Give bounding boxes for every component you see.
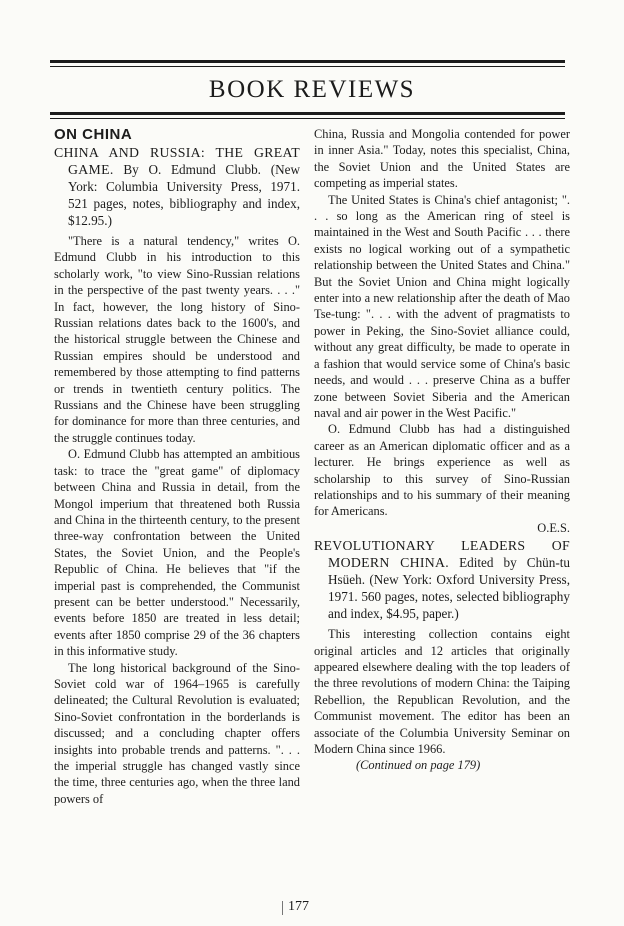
book-details-2: Edited by Chün-tu Hsüeh. (New York: Oxford University Press, 1971. 560 pages, notes, selected bibliography and index, $4.95, paper.) xyxy=(328,555,570,622)
review-paragraph: The United States is China's chief antagonist; ". . . so long as the American ring of steel is maintained in the West and South Pacific . . . there exists no logical working out of a sympathetic relationship between the United States and China." But the Soviet Union and China might logically enter into a new relationship after the death of Mao Tse-tung: ". . . with the advent of pragmatists to power in Peking, the Sino-Soviet alliance could, without any great difficulty, be made to operate in a fashion that would service some of China's basic needs, and would . . . preserve China as a buffer zone between Soviet Siberia and the American naval and air power in the West Pacific." xyxy=(314,192,570,420)
book-title-2: REVOLUTIONARY LEADERS OF MODERN CHINA. xyxy=(314,538,570,571)
page-title: BOOK REVIEWS xyxy=(208,76,416,103)
left-column xyxy=(54,126,300,807)
review-paragraph: The long historical background of the Sino-Soviet cold war of 1964–1965 is carefully delineated; the Cultural Revolution is evaluated; Sino-Soviet confrontation in the borderlands is discussed; and a concluding chapter offers insights into probable trends and patterns. ". . . the imperial struggle has changed vastly since the time, three centuries ago, when the three land powers of xyxy=(54,660,300,806)
review-paragraph: "There is a natural tendency," writes O. Edmund Clubb in his introduction to this scholarly work, "to view Sino-Russian relations in the perspective of the past twenty years. . . ." In fact, however, the long history of Sino-Russian relations dates back to the 1600's, and the historical struggle between the Chinese and Russian empires should be understood and remembered by those attempting to find patterns or trends in twentieth century politics. The Russians and the Chinese have been struggling for dominance for more than three centuries, and the struggle continues today. xyxy=(54,234,300,445)
section-heading: ON CHINA xyxy=(54,126,133,143)
header-rule-thin xyxy=(50,118,565,119)
review-paragraph: O. Edmund Clubb has had a distinguished career as an American diplomatic officer and as a lecturer. He brings experience as well as scholarship to this survey of Sino-Russian relationships and to his summary of their meaning for Americans. xyxy=(314,422,570,519)
book-citation xyxy=(54,144,300,229)
page-number: 177 xyxy=(288,899,309,914)
review-paragraph: China, Russia and Mongolia contended for power in inner Asia." Today, notes this specialist, China, the Soviet Union and the United States are competing as imperial states. xyxy=(314,127,570,191)
header-rule-thick xyxy=(50,112,565,115)
book-details: By O. Edmund Clubb. (New York: Columbia University Press, 1971. 521 pages, notes, bibliography and index, $12.95.) xyxy=(68,162,300,228)
top-rule-thin xyxy=(50,66,565,67)
book-title: CHINA AND RUSSIA: THE GREAT GAME. xyxy=(54,145,300,177)
review-paragraph: O. Edmund Clubb has attempted an ambitious task: to trace the "great game" of diplomacy between China and Russia in detail, from the Mongol imperium that threatened both Russia and China in the thirteenth century, to the present three-way confrontation between the United States, the Soviet Union, and the People's Republic of China. He believes that "if the imperial past is comprehended, the Communist present can be better understood." Necessarily, events before 1850 are treated in less detail; events after 1850 comprise 29 of the 36 chapters in this informative study. xyxy=(54,447,300,659)
continued-notice: (Continued on page 179) xyxy=(356,758,481,773)
page-tick-mark xyxy=(282,901,283,915)
book-citation-2 xyxy=(314,537,570,622)
review-paragraph-2: This interesting collection contains eight original articles and 12 articles that originally appeared elsewhere dealing with the top leaders of the three revolutions of modern China: the Taiping Rebellion, the Republican Revolution, and the Communist movement. The editor has been an associate of the Columbia University Seminar on Modern China since 1966. xyxy=(314,627,570,756)
reviewer-signature: O.E.S. xyxy=(537,520,570,535)
top-rule-thick xyxy=(50,60,565,63)
right-column xyxy=(314,126,570,774)
